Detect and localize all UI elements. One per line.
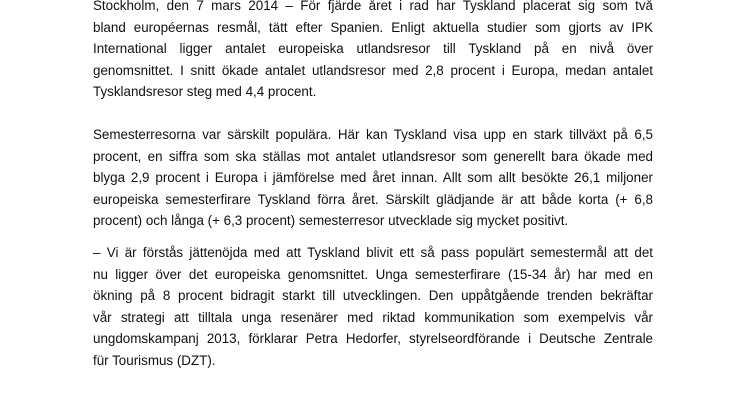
paragraph-quote [93,242,653,372]
text-line: Semesterresorna var särskilt populära. Här kan Tyskland visa upp en stark tillväxt på 6,5 [93,126,653,142]
text-line: – Vi är förstås jättenöjda med att Tyskland blivit ett så pass populärt semestermål att det [93,244,653,260]
text-line: procent) och långa (+ 6,3 procent) semesterresor utvecklade sig mycket positivt. [93,213,569,229]
text-line: International ligger antalet europeiska utlandsresor till Tyskland på en nivå över [93,41,653,57]
paragraph-intro [93,0,653,103]
text-line: für Tourismus (DZT). [93,352,216,368]
text-line: ungdomskampanj 2013, förklarar Petra Hedorfer, styrelseordförande i Deutsche Zentrale [93,331,653,347]
paragraph-holiday-travel [93,124,653,232]
text-line: europeiska semesterfirare Tyskland förra året. Särskilt glädjande är att både korta (+ 6,8 [93,191,653,207]
text-line: nu ligger över det europeiska genomsnittet. Unga semesterfirare (15-34 år) har med en [93,266,653,282]
text-line: blyga 2,9 procent i Europa i jämförelse med året innan. Allt som allt besökte 26,1 miljoner [93,170,653,186]
text-line: Tysklandsresor steg med 4,4 procent. [93,84,317,100]
press-release-body [93,0,653,372]
text-line: genomsnittet. I snitt ökade antalet utlandsresor med 2,8 procent i Europa, medan antalet [93,62,653,78]
text-line: bland européernas resmål, tätt efter Spanien. Enligt aktuella studier som gjorts av IPK [93,19,653,35]
text-line: procent, en siffra som ska ställas mot antalet utlandsresor som generellt bara ökade med [93,148,653,164]
text-line: Stockholm, den 7 mars 2014 – För fjärde året i rad har Tyskland placerat sig som två [93,0,653,13]
text-line: vår strategi att tilltala unga resenärer med riktad kommunikation som exempelvis vår [93,309,653,325]
text-line: ökning på 8 procent bidragit starkt till utvecklingen. Den uppåtgående trenden bekräftar [93,288,653,304]
